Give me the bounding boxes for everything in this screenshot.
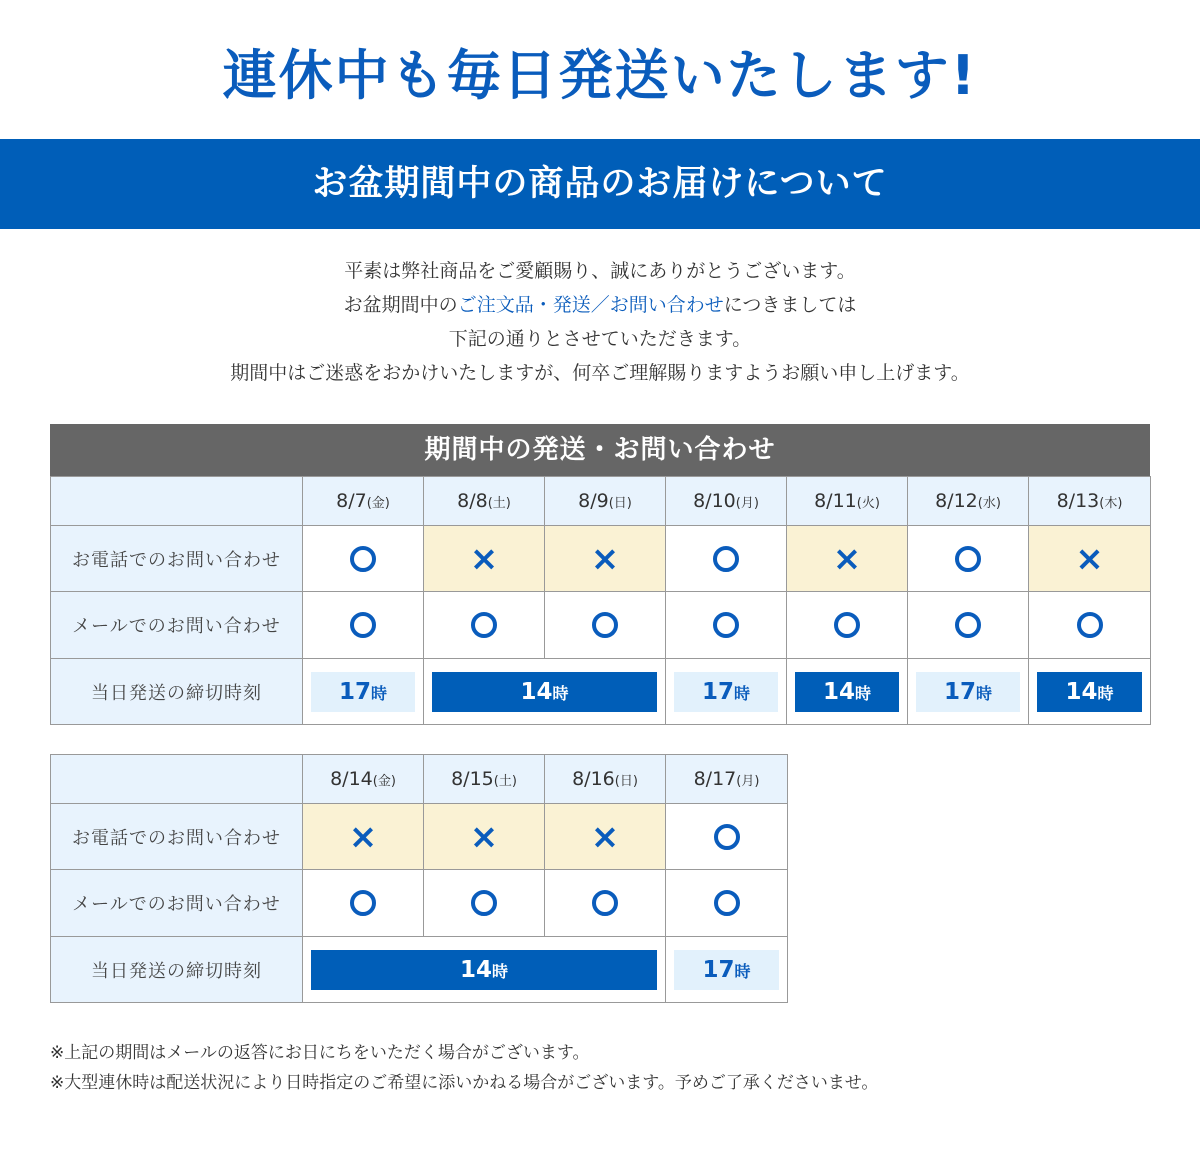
mail-cell xyxy=(424,870,545,937)
available-circle-icon xyxy=(350,612,376,638)
unavailable-cross-icon: × xyxy=(469,538,499,579)
cutoff-time-badge: 14時 xyxy=(432,672,657,712)
available-circle-icon xyxy=(471,612,497,638)
cutoff-cell xyxy=(666,659,787,725)
phone-cell xyxy=(666,526,787,592)
date-header: 8/13(木) xyxy=(1029,477,1151,526)
footnotes xyxy=(50,1038,1150,1098)
phone-cell xyxy=(1029,526,1151,592)
mail-cell xyxy=(666,870,788,937)
unavailable-cross-icon: × xyxy=(590,816,620,857)
mail-cell xyxy=(1029,592,1151,659)
intro-line-4: 期間中はご迷惑をおかけいたしますが、何卒ご理解賜りますようお願い申し上げます。 xyxy=(230,362,970,384)
date-header: 8/10(月) xyxy=(666,477,787,526)
cutoff-time-badge: 14時 xyxy=(311,950,657,990)
mail-cell xyxy=(787,592,908,659)
phone-cell xyxy=(424,804,545,870)
phone-row xyxy=(51,526,1151,592)
cutoff-cell xyxy=(787,659,908,725)
date-header: 8/11(火) xyxy=(787,477,908,526)
cutoff-row xyxy=(51,659,1151,725)
available-circle-icon xyxy=(350,546,376,572)
cutoff-cell xyxy=(303,659,424,725)
cutoff-time-badge: 17時 xyxy=(674,950,779,990)
date-header: 8/7(金) xyxy=(303,477,424,526)
available-circle-icon xyxy=(714,824,740,850)
mail-cell xyxy=(303,592,424,659)
intro-text xyxy=(0,254,1200,390)
cutoff-row xyxy=(51,937,788,1003)
mail-cell xyxy=(545,592,666,659)
phone-row xyxy=(51,804,788,870)
date-header: 8/9(日) xyxy=(545,477,666,526)
available-circle-icon xyxy=(713,612,739,638)
available-circle-icon xyxy=(592,890,618,916)
available-circle-icon xyxy=(713,546,739,572)
available-circle-icon xyxy=(1077,612,1103,638)
mail-row xyxy=(51,870,788,937)
mail-cell xyxy=(303,870,424,937)
unavailable-cross-icon: × xyxy=(832,538,862,579)
corner-cell xyxy=(51,477,303,526)
schedule-table-title: 期間中の発送・お問い合わせ xyxy=(50,424,1150,476)
phone-cell xyxy=(545,526,666,592)
cutoff-time-badge: 14時 xyxy=(1037,672,1142,712)
headline: 連休中も毎日発送いたします! xyxy=(222,44,978,107)
cutoff-row-label: 当日発送の締切時刻 xyxy=(51,659,303,725)
unavailable-cross-icon: × xyxy=(348,816,378,857)
intro-line-1: 平素は弊社商品をご愛顧賜り、誠にありがとうございます。 xyxy=(344,260,856,282)
phone-cell xyxy=(303,804,424,870)
date-header: 8/12(水) xyxy=(908,477,1029,526)
cutoff-time-badge: 17時 xyxy=(674,672,778,712)
mail-cell xyxy=(545,870,666,937)
mail-cell xyxy=(908,592,1029,659)
available-circle-icon xyxy=(471,890,497,916)
banner-title: お盆期間中の商品のお届けについて xyxy=(0,139,1200,229)
cutoff-time-badge: 17時 xyxy=(311,672,415,712)
schedule-table-week1 xyxy=(50,476,1151,725)
phone-cell xyxy=(666,804,788,870)
cutoff-time-badge: 14時 xyxy=(795,672,899,712)
intro-line-3: 下記の通りとさせていただきます。 xyxy=(448,328,752,350)
mail-row-label: メールでのお問い合わせ xyxy=(51,870,303,937)
mail-cell xyxy=(666,592,787,659)
cutoff-cell xyxy=(908,659,1029,725)
mail-row-label: メールでのお問い合わせ xyxy=(51,592,303,659)
cutoff-row-label: 当日発送の締切時刻 xyxy=(51,937,303,1003)
date-header: 8/8(土) xyxy=(424,477,545,526)
phone-cell xyxy=(908,526,1029,592)
cutoff-cell xyxy=(303,937,666,1003)
phone-cell xyxy=(303,526,424,592)
corner-cell xyxy=(51,755,303,804)
date-header: 8/14(金) xyxy=(303,755,424,804)
phone-cell xyxy=(545,804,666,870)
mail-row xyxy=(51,592,1151,659)
phone-row-label: お電話でのお問い合わせ xyxy=(51,804,303,870)
unavailable-cross-icon: × xyxy=(469,816,499,857)
phone-cell xyxy=(787,526,908,592)
mail-cell xyxy=(424,592,545,659)
cutoff-cell xyxy=(424,659,666,725)
phone-row-label: お電話でのお問い合わせ xyxy=(51,526,303,592)
cutoff-cell xyxy=(1029,659,1151,725)
footnote-2: ※大型連休時は配送状況により日時指定のご希望に添いかねる場合がございます。予めご了承くださいませ。 xyxy=(50,1073,879,1093)
cutoff-cell xyxy=(666,937,788,1003)
intro-line-2-pre: お盆期間中の xyxy=(343,294,458,316)
date-header-row xyxy=(51,755,788,804)
intro-highlight: ご注文品・発送／お問い合わせ xyxy=(457,294,724,316)
available-circle-icon xyxy=(955,612,981,638)
unavailable-cross-icon: × xyxy=(1075,538,1104,579)
intro-line-2-post: につきましては xyxy=(723,294,857,316)
cutoff-time-badge: 17時 xyxy=(916,672,1020,712)
schedule-table-week2 xyxy=(50,754,788,1003)
date-header: 8/16(日) xyxy=(545,755,666,804)
footnote-1: ※上記の期間はメールの返答にお日にちをいただく場合がございます。 xyxy=(50,1043,590,1063)
phone-cell xyxy=(424,526,545,592)
available-circle-icon xyxy=(714,890,740,916)
available-circle-icon xyxy=(350,890,376,916)
intro-line-2 xyxy=(0,288,1200,322)
available-circle-icon xyxy=(834,612,860,638)
date-header: 8/15(土) xyxy=(424,755,545,804)
available-circle-icon xyxy=(955,546,981,572)
date-header-row xyxy=(51,477,1151,526)
available-circle-icon xyxy=(592,612,618,638)
unavailable-cross-icon: × xyxy=(590,538,620,579)
date-header: 8/17(月) xyxy=(666,755,788,804)
